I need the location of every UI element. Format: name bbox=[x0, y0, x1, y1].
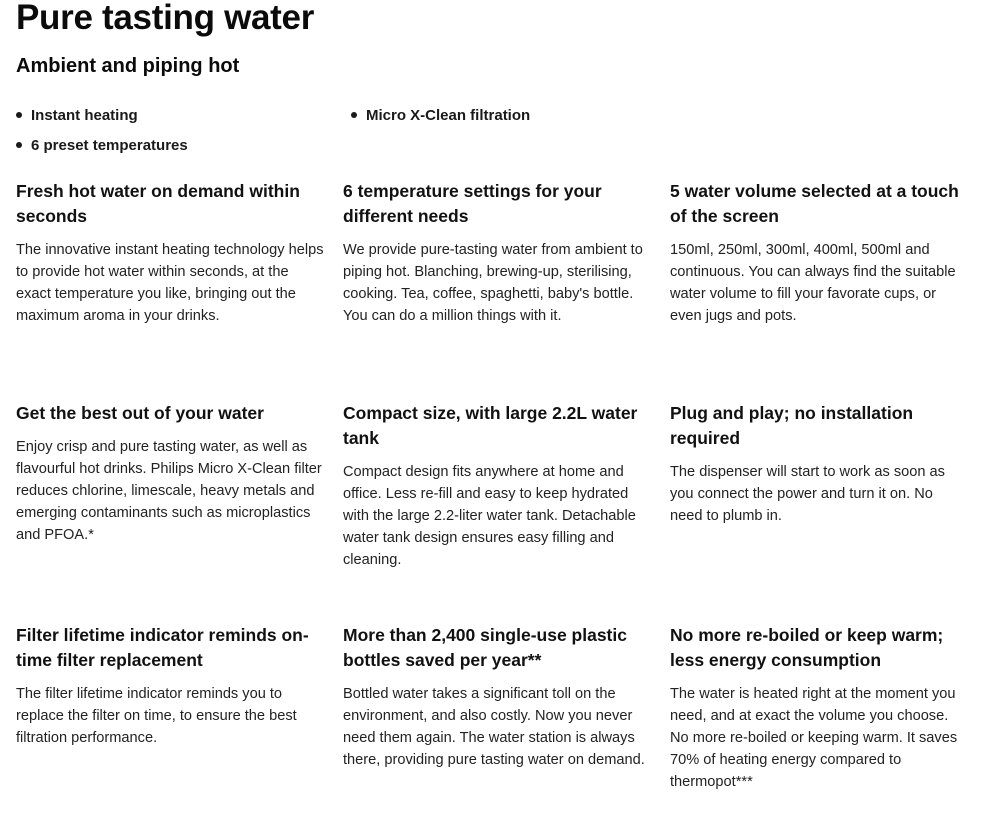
feature-card bbox=[670, 179, 986, 401]
bullet-icon bbox=[351, 112, 357, 118]
feature-title: Plug and play; no installation required bbox=[670, 403, 914, 448]
feature-description: The dispenser will start to work as soon as you connect the power and turn it on. No need to plumb in. bbox=[670, 464, 945, 524]
feature-description: Compact design fits anywhere at home and office. Less re-fill and easy to keep hydrated with the large 2.2-liter water tank. Detachable water tank design ensures easy filling and cleaning. bbox=[343, 464, 636, 568]
feature-card bbox=[16, 401, 343, 623]
highlight-label: Instant heating bbox=[31, 106, 138, 124]
feature-card bbox=[16, 179, 343, 401]
highlight-label: Micro X-Clean filtration bbox=[366, 106, 531, 124]
feature-card bbox=[670, 623, 986, 813]
feature-description: Enjoy crisp and pure tasting water, as well as flavourful hot drinks. Philips Micro X-Clean filter reduces chlorine, limescale, heavy metals and emerging contaminants such as microplastics and PFOA.* bbox=[16, 439, 322, 543]
feature-description: The filter lifetime indicator reminds you to replace the filter on time, to ensure the best filtration performance. bbox=[16, 686, 297, 746]
feature-title: No more re-boiled or keep warm; less energy consumption bbox=[670, 625, 944, 670]
page-subtitle: Ambient and piping hot bbox=[16, 55, 240, 77]
feature-title: 6 temperature settings for your different needs bbox=[343, 181, 602, 226]
feature-description: The innovative instant heating technology helps to provide hot water within seconds, at the exact temperature you like, bringing out the maximum aroma in your drinks. bbox=[16, 242, 324, 324]
feature-description: The water is heated right at the moment you need, and at exact the volume you choose. No more re-boiled or keeping warm. It saves 70% of heating energy compared to thermopot*** bbox=[670, 686, 958, 790]
highlight-item bbox=[16, 100, 351, 130]
feature-card bbox=[343, 401, 670, 623]
feature-description: Bottled water takes a significant toll on the environment, and also costly. Now you never need them again. The water station is always there, providing pure tasting water on demand. bbox=[343, 686, 645, 768]
highlight-item bbox=[16, 130, 351, 160]
feature-title: 5 water volume selected at a touch of the screen bbox=[670, 181, 959, 226]
highlights-list bbox=[16, 100, 986, 160]
feature-card bbox=[670, 401, 986, 623]
features-grid bbox=[16, 179, 986, 813]
product-features-page bbox=[16, 0, 986, 813]
feature-card bbox=[343, 623, 670, 813]
page-title: Pure tasting water bbox=[16, 0, 315, 37]
feature-title: Fresh hot water on demand within seconds bbox=[16, 181, 300, 226]
feature-title: Filter lifetime indicator reminds on-time filter replacement bbox=[16, 625, 309, 670]
feature-title: More than 2,400 single-use plastic bottles saved per year** bbox=[343, 625, 627, 670]
highlight-item bbox=[351, 100, 686, 130]
bullet-icon bbox=[16, 142, 22, 148]
feature-title: Get the best out of your water bbox=[16, 403, 264, 423]
feature-title: Compact size, with large 2.2L water tank bbox=[343, 403, 638, 448]
bullet-icon bbox=[16, 112, 22, 118]
highlight-label: 6 preset temperatures bbox=[31, 136, 188, 154]
feature-description: 150ml, 250ml, 300ml, 400ml, 500ml and continuous. You can always find the suitable water volume to fill your favorate cups, or even jugs and pots. bbox=[670, 242, 956, 324]
feature-description: We provide pure-tasting water from ambient to piping hot. Blanching, brewing-up, sterilising, cooking. Tea, coffee, spaghetti, baby's bottle. You can do a million things with it. bbox=[343, 242, 643, 324]
feature-card bbox=[16, 623, 343, 813]
feature-card bbox=[343, 179, 670, 401]
